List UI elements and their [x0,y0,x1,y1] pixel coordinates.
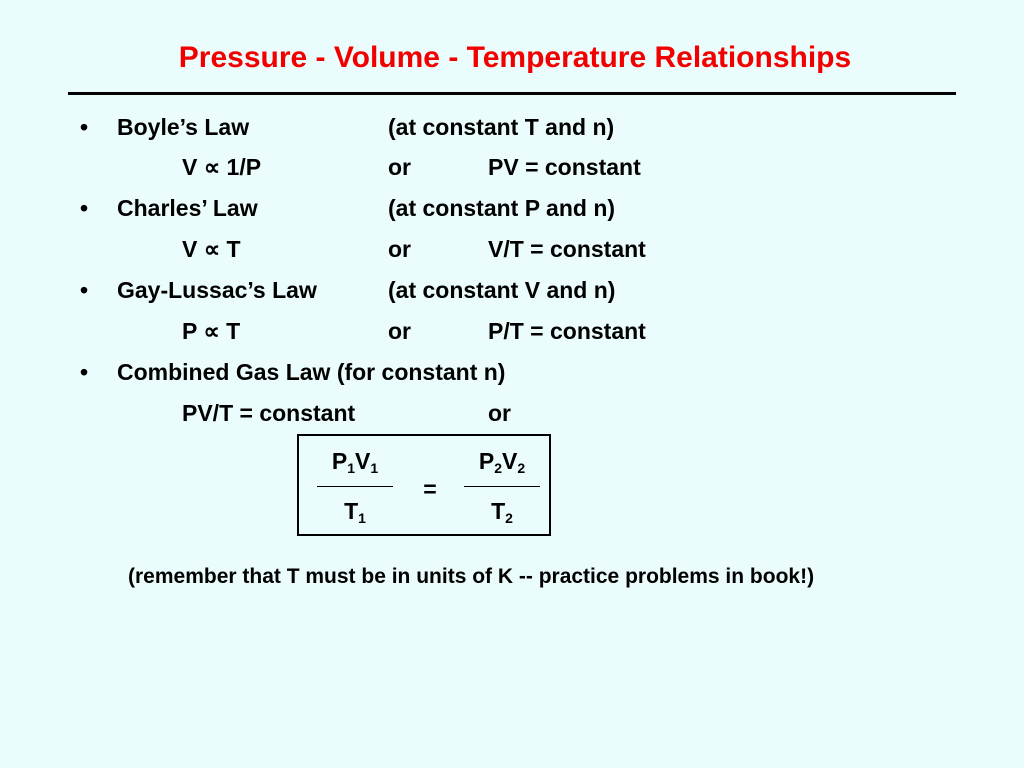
law-proportionality: V ∝ T [182,236,241,262]
or-label: or [388,154,411,180]
or-label: or [388,236,411,262]
right-fraction [462,436,542,536]
law-proportionality: V ∝ 1/P [182,154,262,180]
law-formula: V/T = constant [488,236,646,262]
left-numerator: $P_1V_1$ [331,448,379,476]
equals-sign: = [423,476,437,502]
law-proportionality: P ∝ T [182,318,241,344]
law-condition: (at constant V and n) [388,277,616,303]
or-label: or [488,400,511,426]
bullet-icon: • [80,277,89,303]
law-condition: (at constant P and n) [388,195,616,221]
right-fraction-bar [464,486,540,487]
left-fraction [315,436,395,536]
bullet-icon: • [80,114,89,140]
law-name: Charles’ Law [117,195,258,221]
or-label: or [388,318,411,344]
left-denominator: $T_1$ [344,498,366,526]
units-reminder-note: (remember that T must be in units of K -- practice problems in book!) [128,565,815,588]
combined-law-formula: PV/T = constant [182,400,356,426]
left-fraction-bar [317,486,393,487]
bullet-icon: • [80,359,89,385]
law-formula: P/T = constant [488,318,646,344]
right-denominator: $T_2$ [491,498,513,526]
combined-gas-law-equation-box [297,434,551,536]
law-formula: PV = constant [488,154,641,180]
title-divider [68,92,956,95]
combined-law-label: Combined Gas Law (for constant n) [117,359,506,385]
slide-title: Pressure - Volume - Temperature Relationships [178,41,852,74]
law-name: Gay-Lussac’s Law [117,277,317,303]
bullet-icon: • [80,195,89,221]
right-numerator: $P_2V_2$ [478,448,526,476]
law-name: Boyle’s Law [117,114,250,140]
law-condition: (at constant T and n) [388,114,615,140]
